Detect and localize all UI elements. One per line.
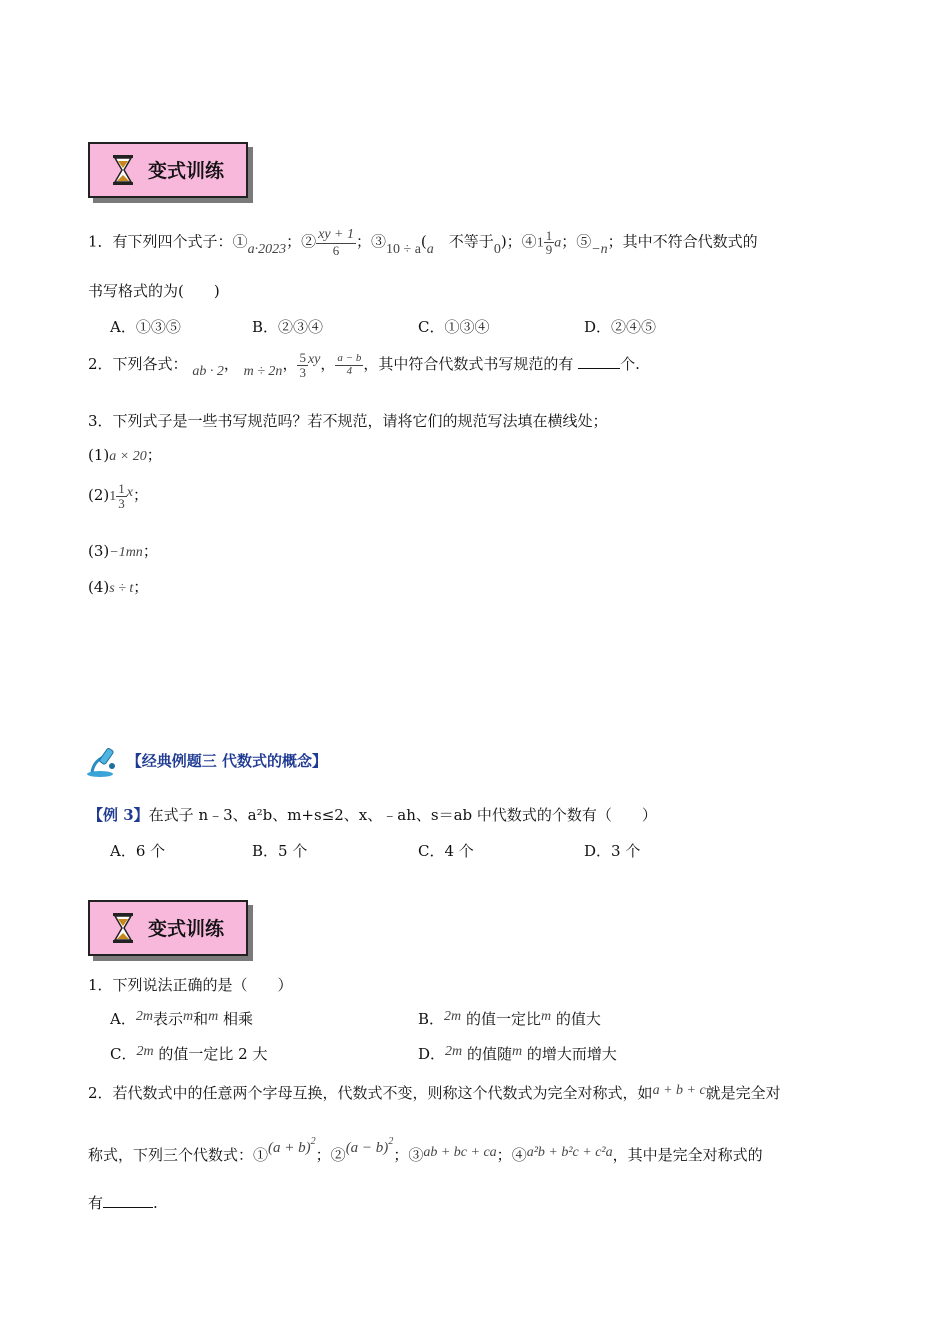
- expr-5: −n: [591, 241, 608, 257]
- microscope-icon: [86, 746, 122, 778]
- expr: a + b + c: [652, 1083, 706, 1098]
- question-1: [88, 974, 293, 995]
- circled-2: ②: [330, 1146, 346, 1164]
- expr: m: [540, 1009, 552, 1024]
- question-text: 有下列四个式子：: [112, 232, 233, 251]
- circled-4: ④: [511, 1146, 527, 1164]
- option-b[interactable]: B．②③④: [252, 318, 324, 336]
- expr-3: 10 ÷ a: [386, 241, 421, 257]
- numerator: 1: [545, 227, 553, 243]
- denominator: 3: [299, 364, 306, 380]
- whole: 1: [109, 489, 117, 505]
- question-number: 1．: [88, 232, 113, 251]
- option-b[interactable]: B．5 个: [252, 842, 308, 860]
- example-3: [88, 804, 657, 825]
- option-text: 表示: [152, 1010, 183, 1028]
- numerator: xy + 1: [318, 227, 354, 242]
- var: xy: [307, 352, 321, 367]
- answer-blank[interactable]: [578, 354, 620, 369]
- denominator: 9: [545, 242, 553, 258]
- exponent: 2: [310, 1136, 316, 1147]
- sep: ；: [132, 486, 148, 505]
- question-text: 下列各式：: [112, 355, 188, 373]
- denominator: 4: [346, 364, 353, 377]
- option-c[interactable]: C．①③④: [418, 318, 490, 336]
- expr: m: [208, 1009, 219, 1024]
- sep: ；: [146, 446, 162, 464]
- sep: ；: [286, 232, 302, 251]
- option-c[interactable]: [110, 1043, 267, 1064]
- question-text: 称式，下列三个代数式：: [88, 1146, 254, 1164]
- sub-label: (3): [88, 542, 110, 560]
- option-text: 的值随: [466, 1045, 512, 1063]
- sep: ；: [355, 232, 371, 251]
- whole: 1: [536, 235, 544, 251]
- fraction-expr-3: [297, 351, 308, 379]
- sep: ；: [561, 232, 577, 251]
- sep: ，: [282, 355, 298, 373]
- option-text: 相乘: [223, 1010, 254, 1028]
- question-2: [88, 1082, 781, 1103]
- option-d[interactable]: D．3 个: [584, 842, 641, 860]
- option-text: 和: [193, 1010, 209, 1028]
- question-text: 下列说法正确的是（ ）: [112, 976, 293, 994]
- circled-2: ②: [301, 232, 317, 251]
- banner-title: 变式训练: [148, 160, 225, 182]
- sub-item-1: [88, 444, 162, 465]
- circled-1: ①: [253, 1146, 269, 1164]
- var: x: [126, 485, 133, 501]
- denominator: 6: [332, 242, 340, 258]
- paren: (: [420, 232, 427, 251]
- sub-label: (1): [88, 446, 110, 464]
- question-text: ，其中是完全对称式的: [612, 1146, 763, 1164]
- expr-4: a²b + b²c + c²a: [526, 1145, 613, 1160]
- sep: ；: [315, 1146, 331, 1164]
- answer-blank[interactable]: [103, 1193, 153, 1208]
- sub-label: (4): [88, 578, 110, 596]
- option-d[interactable]: D．②④⑤: [584, 318, 657, 336]
- option-c[interactable]: C．4 个: [418, 842, 474, 860]
- expr: 2m: [444, 1009, 462, 1024]
- sep: ，: [223, 355, 239, 373]
- option-text: 的增大而增大: [526, 1045, 617, 1063]
- fraction-expr-2: [316, 228, 356, 257]
- question-3: [88, 410, 608, 431]
- denominator: 3: [118, 495, 125, 511]
- expr-2: m ÷ 2n: [243, 364, 283, 379]
- expr: 2m: [136, 1044, 154, 1059]
- option-a[interactable]: A．6 个: [110, 842, 166, 860]
- option-d[interactable]: [418, 1043, 617, 1064]
- fraction: [116, 482, 127, 510]
- circled-4: ④: [521, 232, 537, 251]
- expr-2: (a − b): [345, 1140, 389, 1156]
- question-number: 1．: [88, 976, 113, 994]
- hourglass-icon: [112, 913, 134, 943]
- option-text: 的值大: [555, 1010, 601, 1028]
- paren: )；: [500, 232, 522, 251]
- example-label: 【例 3】: [88, 806, 149, 824]
- sub-item-4: [88, 576, 148, 597]
- expr-1: a·2023: [247, 241, 287, 257]
- question-text: ；其中不符合代数式的: [607, 232, 758, 251]
- sep: ；: [496, 1146, 512, 1164]
- sep: ，: [320, 355, 336, 373]
- question-number: 2．: [88, 355, 113, 373]
- practice-banner-2: [88, 900, 248, 956]
- question-text: 就是完全对: [705, 1084, 781, 1102]
- question-2-line3: [88, 1192, 158, 1213]
- circled-3: ③: [408, 1146, 424, 1164]
- question-text: 下列式子是一些书写规范吗？若不规范，请将它们的规范写法填在横线处；: [112, 412, 608, 430]
- expr: −1mn: [109, 545, 143, 560]
- expr: a × 20: [109, 449, 147, 464]
- expr: 2m: [445, 1044, 463, 1059]
- option-text: 的值一定比: [465, 1010, 541, 1028]
- hourglass-icon: [112, 155, 134, 185]
- expr: 2m: [135, 1009, 153, 1024]
- option-text: 的值一定比 2 大: [158, 1045, 268, 1063]
- banner-title: 变式训练: [148, 918, 225, 940]
- sub-label: (2): [88, 486, 110, 505]
- numerator: a − b: [337, 351, 362, 364]
- numerator: 1: [118, 481, 125, 496]
- option-b[interactable]: [418, 1008, 601, 1029]
- option-label: B．: [418, 1010, 445, 1028]
- option-label: C．: [110, 1045, 137, 1063]
- option-label: A．: [110, 1010, 136, 1028]
- question-number: 2．: [88, 1084, 113, 1102]
- option-a[interactable]: [110, 1008, 253, 1029]
- question-2-line2: [88, 1136, 763, 1169]
- question-text: ，其中符合代数式书写规范的有: [363, 355, 574, 373]
- fraction-expr-4: [544, 229, 555, 257]
- exponent: 2: [388, 1136, 394, 1147]
- option-a[interactable]: A．①③⑤: [110, 318, 181, 336]
- expr-1: (a + b): [268, 1140, 311, 1156]
- circled-1: ①: [232, 232, 248, 251]
- section-header: [86, 746, 327, 778]
- numerator: 5: [299, 349, 306, 365]
- sep: ；: [133, 578, 149, 596]
- zero: 0: [493, 241, 501, 257]
- var: a: [554, 235, 562, 251]
- question-text: 有: [88, 1194, 104, 1212]
- expr: m: [511, 1044, 523, 1059]
- note: 不等于: [448, 232, 494, 251]
- sep: ；: [393, 1146, 409, 1164]
- sep: ；: [142, 542, 158, 560]
- expr: m: [182, 1009, 194, 1024]
- circled-5: ⑤: [576, 232, 592, 251]
- section-title: 【经典例题三 代数式的概念】: [126, 752, 328, 770]
- question-number: 3．: [88, 412, 113, 430]
- var: a: [426, 241, 434, 257]
- expr-3: ab + bc + ca: [423, 1145, 497, 1160]
- expr-1: ab · 2: [192, 364, 224, 379]
- question-2: [88, 350, 640, 380]
- example-text: 在式子 n﹣3、a²b、m+s≤2、x、﹣ah、s＝ab 中代数式的个数有（ ）: [148, 806, 657, 824]
- expr: s ÷ t: [109, 581, 134, 596]
- question-text: 个.: [620, 355, 640, 373]
- question-1: [88, 228, 758, 257]
- question-text: 若代数式中的任意两个字母互换，代数式不变，则称这个代数式为完全对称式，如: [112, 1084, 653, 1102]
- fraction-expr-4: [335, 353, 363, 377]
- sub-item-3: [88, 540, 158, 561]
- option-label: D．: [418, 1045, 446, 1063]
- question-text: .: [153, 1194, 158, 1212]
- circled-3: ③: [371, 232, 387, 251]
- sub-item-2: [88, 482, 148, 510]
- question-1-line2: 书写格式的为( ): [88, 282, 220, 300]
- practice-banner: [88, 142, 248, 198]
